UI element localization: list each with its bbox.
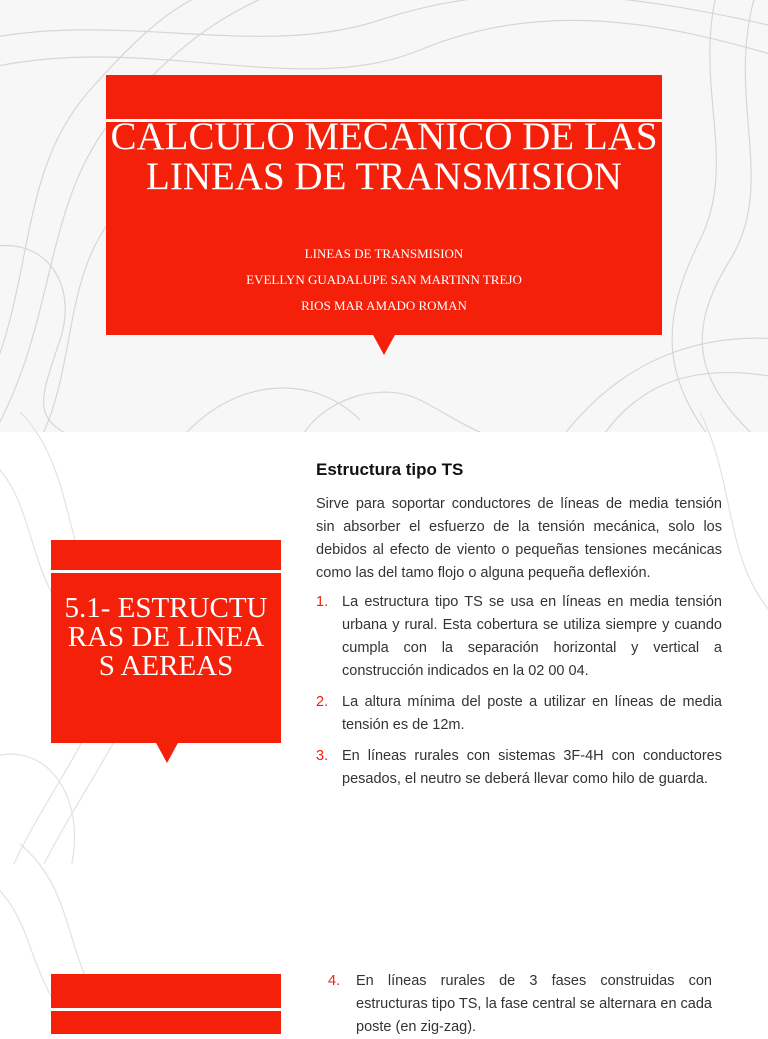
numbered-list <box>316 591 722 791</box>
section-banner <box>51 974 281 1034</box>
banner-rule-top <box>51 1008 281 1011</box>
list-text: La estructura tipo TS se usa en líneas en media tensión urbana y rural. Esta cobertura se utiliza siempre y cuando cumpla con la separación horizontal y vertical a construcción indicados en la 02 00 04. <box>342 594 722 679</box>
list-item <box>328 970 712 1039</box>
content-body <box>316 458 722 799</box>
list-number: 4. <box>328 973 341 989</box>
list-item <box>316 745 722 791</box>
list-item <box>316 691 722 737</box>
section-banner <box>51 540 281 743</box>
list-number: 1. <box>316 594 329 610</box>
list-text: En líneas rurales de 3 fases construidas con estructuras tipo TS, la fase central se alternara en cada poste (en zig-zag). <box>356 973 712 1035</box>
section-title: 5.1- ESTRUCTURAS DE LINEAS AEREAS <box>64 592 268 682</box>
subtitle-author-1: EVELLYN GUADALUPE SAN MARTINN TREJO <box>246 272 522 287</box>
list-text: La altura mínima del poste a utilizar en líneas de media tensión es de 12m. <box>342 694 722 733</box>
title-banner <box>106 75 662 335</box>
list-item <box>316 591 722 683</box>
subtitle-course: LINEAS DE TRANSMISION <box>304 246 464 261</box>
list-number: 3. <box>316 748 329 764</box>
title-slide <box>0 0 768 432</box>
banner-rule-top <box>51 570 281 573</box>
list-number: 2. <box>316 694 329 710</box>
banner-pointer <box>372 333 396 355</box>
section-heading: Estructura tipo TS <box>316 460 464 479</box>
list-text: En líneas rurales con sistemas 3F-4H con conductores pesados, el neutro se deberá llevar como hilo de guarda. <box>342 748 722 787</box>
numbered-list <box>328 970 712 1039</box>
intro-paragraph: Sirve para soportar conductores de líneas de media tensión sin absorber el esfuerzo de la tensión mecánica, solo los debidos al efecto de viento o pequeñas tensiones mecánicas como las del tamo flojo o alguna pequeña deflexión. <box>316 496 722 581</box>
subtitle-author-2: RIOS MAR AMADO ROMAN <box>301 298 467 313</box>
content-slide-continued <box>0 864 768 1035</box>
content-slide <box>0 432 768 864</box>
banner-pointer <box>155 741 179 763</box>
slide-title: CALCULO MECANICO DE LAS LINEAS DE TRANSMISION <box>110 115 658 198</box>
